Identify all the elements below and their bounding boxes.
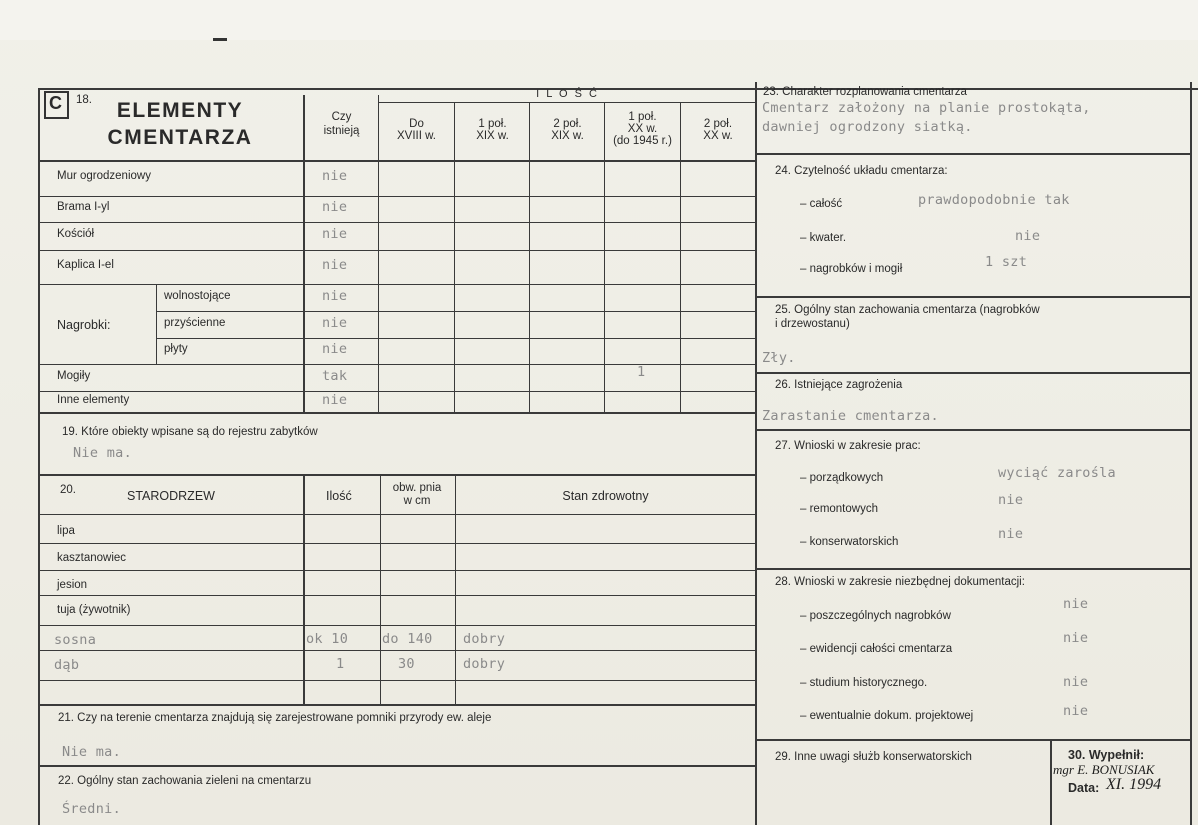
q30-date: XI. 1994: [1106, 776, 1162, 793]
q19-answer: Nie ma.: [73, 445, 132, 461]
sep-19: [38, 412, 755, 414]
ilosc-header: I L O Ś Ć: [536, 88, 599, 100]
col-czy-l1: Czy: [331, 111, 352, 123]
q28-answer-0: nie: [1063, 596, 1089, 612]
q18-col-line: [604, 103, 605, 412]
q20-ilosc-header: Ilość: [326, 489, 352, 503]
element-row-line: [38, 364, 755, 365]
sep-22: [38, 765, 755, 767]
nagrobki-divider: [156, 284, 157, 364]
period-header: [379, 118, 454, 142]
q24-item-kwater: – kwater.: [800, 232, 847, 244]
tree-row-line: [38, 650, 755, 651]
frame-left: [38, 88, 40, 825]
sep-25: [755, 296, 1192, 298]
top-margin: [0, 0, 1198, 40]
q20-obw-header: [380, 482, 454, 508]
period-header: [455, 118, 530, 142]
q24-answer-calosc: prawdopodobnie tak: [918, 192, 1070, 208]
tree-girth: do 140: [382, 631, 433, 647]
period-header-line: XX w.: [703, 130, 733, 142]
element-row-line: [156, 311, 755, 312]
q25-label2: i drzewostanu): [775, 318, 850, 330]
q20-stan-header: Stan zdrowotny: [562, 489, 649, 503]
frame-middle: [755, 82, 757, 825]
sep-29: [755, 739, 1192, 741]
element-label: Brama I-yl: [57, 201, 110, 213]
tree-condition: dobry: [463, 656, 506, 672]
element-row-line: [38, 284, 755, 285]
title-line2: CMENTARZA: [107, 126, 253, 149]
q22-label: 22. Ogólny stan zachowania zieleni na cmentarzu: [58, 775, 312, 787]
element-header-line: [38, 160, 755, 162]
element-exists-value: nie: [322, 287, 348, 304]
q30-date-label: Data:: [1068, 781, 1100, 795]
col-czy-l2: istnieją: [323, 125, 360, 137]
q28-answer-3: nie: [1063, 703, 1089, 719]
mark-dash: [213, 38, 227, 41]
element-row-line: [38, 391, 755, 392]
category-letter: C: [49, 93, 62, 113]
tree-species: kasztanowiec: [57, 552, 127, 564]
q28-item-1: – ewidencji całości cmentarza: [800, 643, 953, 655]
q22-answer: Średni.: [62, 801, 121, 817]
tree-row-line: [38, 595, 755, 596]
q28-answer-2: nie: [1063, 674, 1089, 690]
period-header-line: XX w.: [627, 123, 658, 135]
q26-answer: Zarastanie cmentarza.: [762, 408, 939, 424]
element-label: płyty: [164, 343, 188, 355]
q23-answer1: Cmentarz założony na planie prostokąta,: [762, 100, 1091, 116]
q24-answer-kwater: nie: [1015, 228, 1041, 244]
q20-number: 20.: [60, 484, 76, 496]
tree-species: sosna: [54, 632, 97, 648]
tree-girth: 30: [398, 656, 415, 672]
q30-name: mgr E. BONUSIAK: [1053, 762, 1155, 777]
period-header-line: XIX w.: [551, 130, 584, 142]
element-row-line: [38, 250, 755, 251]
q27-item-porzadkowych: – porządkowych: [800, 472, 884, 484]
q18-col-line: [454, 103, 455, 412]
q29-label: 29. Inne uwagi służb konserwatorskich: [775, 751, 972, 763]
tree-count: 1: [336, 656, 345, 672]
q20-col-line: [303, 474, 305, 704]
q20-obw-l2: w cm: [403, 495, 431, 507]
element-label: Inne elementy: [57, 393, 130, 406]
element-label: wolnostojące: [164, 289, 231, 302]
element-row-line: [38, 196, 755, 197]
tree-species: tuja (żywotnik): [57, 604, 131, 616]
q28-answer-1: nie: [1063, 630, 1089, 646]
tree-species: dąb: [54, 657, 80, 673]
sep-28: [755, 568, 1192, 570]
tree-count: ok 10: [306, 631, 349, 647]
sep-27: [755, 429, 1192, 431]
q21-label: 21. Czy na terenie cmentarza znajdują się zarejestrowane pomniki przyrody ew. aleje: [58, 712, 492, 724]
period-header-line: XVIII w.: [397, 130, 436, 142]
frame-right: [1190, 82, 1192, 825]
element-count-value: 1: [637, 363, 646, 380]
q19-label: 19. Które obiekty wpisane są do rejestru zabytków: [62, 426, 318, 438]
q20-species-header: STARODRZEW: [127, 489, 215, 503]
q29-q30-divider: [1050, 739, 1052, 825]
element-label: Kaplica I-el: [57, 259, 114, 271]
element-label: Mur ogrodzeniowy: [57, 170, 151, 182]
tree-condition: dobry: [463, 631, 506, 647]
ilosc-underline: [378, 102, 755, 103]
element-row-line: [156, 338, 755, 339]
element-exists-value: nie: [322, 199, 348, 215]
element-label: przyścienne: [164, 316, 226, 329]
q27-answer-remontowych: nie: [998, 492, 1024, 508]
element-label: Mogiły: [57, 369, 91, 382]
element-row-line: [38, 222, 755, 223]
q28-item-2: – studium historycznego.: [800, 677, 928, 689]
tree-species: lipa: [57, 525, 75, 537]
period-header-line: Do: [409, 118, 424, 130]
q28-item-0: – poszczególnych nagrobków: [800, 610, 951, 622]
element-exists-value: tak: [322, 367, 348, 384]
tree-row-line: [38, 543, 755, 544]
q18-number: 18.: [76, 94, 92, 106]
element-exists-value: nie: [322, 168, 348, 184]
q27-label: 27. Wnioski w zakresie prac:: [775, 440, 921, 452]
element-exists-value: nie: [322, 341, 348, 357]
q20-obw-l1: obw. pnia: [392, 482, 442, 494]
sep-21: [38, 704, 755, 706]
q20-header-line: [38, 514, 755, 515]
q27-item-remontowych: – remontowych: [800, 503, 878, 515]
q18-col-line: [529, 103, 530, 412]
q23-answer2: dawniej ogrodzony siatką.: [762, 119, 973, 135]
q25-answer: Zły.: [762, 350, 796, 366]
q26-label: 26. Istniejące zagrożenia: [775, 379, 903, 391]
q28-item-3: – ewentualnie dokum. projektowej: [800, 710, 974, 722]
category-box: [44, 91, 69, 119]
q23-label: 23. Charakter rozplanowania cmentarza: [763, 86, 967, 98]
q20-col-line: [455, 474, 456, 704]
q30-label: 30. Wypełnił:: [1068, 748, 1145, 762]
element-exists-value: nie: [322, 257, 348, 273]
q24-item-calosc: – całość: [800, 198, 843, 210]
element-exists-value: nie: [322, 314, 348, 331]
q18-col-line: [680, 103, 681, 412]
tree-species: jesion: [57, 579, 88, 591]
element-exists-value: nie: [322, 226, 348, 242]
period-header: [681, 118, 755, 142]
q27-answer-konserwatorskich: nie: [998, 526, 1024, 542]
tree-row-line: [38, 625, 755, 626]
period-header-line: 2 poł.: [553, 118, 582, 130]
q24-label: 24. Czytelność układu cmentarza:: [775, 165, 948, 177]
nagrobki-label: Nagrobki:: [57, 318, 111, 332]
sep-20: [38, 474, 755, 476]
q27-answer-porzadkowych: wyciąć zarośla: [998, 465, 1116, 481]
q24-answer-nagrobkow: 1 szt: [985, 254, 1028, 270]
col-czy-header: [305, 110, 378, 138]
period-header-line: 1 poł.: [628, 111, 657, 123]
period-header-line: 1 poł.: [478, 118, 507, 130]
sep-24: [755, 153, 1192, 155]
q27-item-konserwatorskich: – konserwatorskich: [800, 536, 899, 548]
period-header-line: 2 poł.: [703, 118, 733, 130]
q24-item-nagrobkow: – nagrobków i mogił: [800, 263, 903, 275]
q28-label: 28. Wnioski w zakresie niezbędnej dokumentacji:: [775, 576, 1025, 588]
period-header: [530, 118, 605, 142]
period-header-line: (do 1945 r.): [613, 135, 672, 147]
sep-26: [755, 372, 1192, 374]
q21-answer: Nie ma.: [62, 744, 121, 760]
element-label: Kościół: [57, 228, 95, 240]
q20-row-line: [38, 680, 755, 681]
period-header-line: XIX w.: [476, 130, 509, 142]
q25-label1: 25. Ogólny stan zachowania cmentarza (nagrobków: [775, 304, 1040, 316]
period-header: [605, 111, 680, 147]
element-exists-value: nie: [322, 391, 348, 408]
tree-row-line: [38, 570, 755, 571]
title-line1: ELEMENTY: [116, 99, 244, 122]
q20-col-line: [380, 474, 381, 704]
